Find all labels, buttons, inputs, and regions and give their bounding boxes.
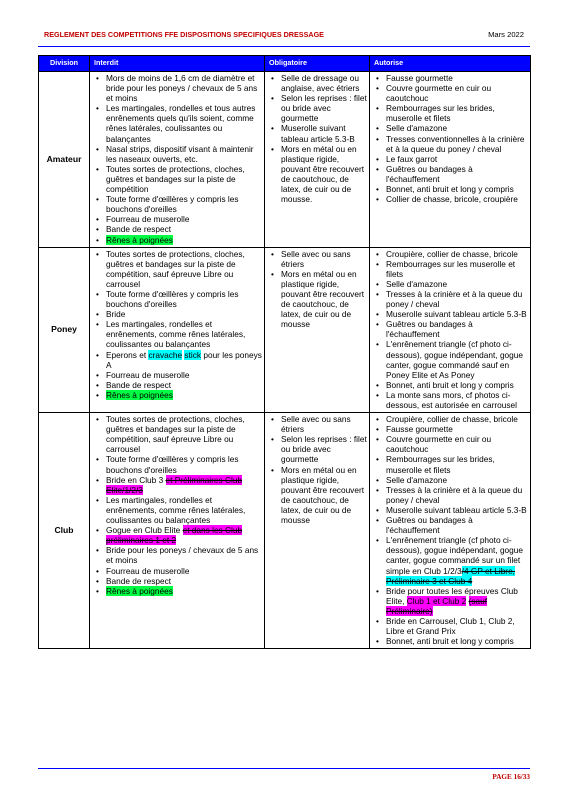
item-text: Bonnet, anti bruit et long y compris — [386, 184, 514, 195]
item-text: et Préliminaires Club Elite/1/2/3 — [106, 474, 243, 495]
col-header-division: Division — [39, 56, 90, 72]
list-item — [106, 73, 262, 103]
item-text: Bride en Club 3 — [106, 474, 166, 485]
item-text: Croupière, collier de chasse, bricole — [386, 248, 518, 259]
list-item — [281, 73, 367, 93]
item-text: Selon les reprises : filet ou bride avec gourmette — [281, 93, 367, 124]
autorise-list — [372, 249, 528, 411]
item-text: Selle de dressage ou anglaise, avec étriers — [281, 73, 360, 94]
list-item — [386, 636, 528, 646]
list-item — [106, 414, 262, 454]
item-text: (sauf Préliminaire) — [386, 595, 488, 616]
list-item — [281, 414, 367, 434]
list-item — [106, 194, 262, 214]
item-text: Rênes à poignées — [106, 585, 173, 596]
interdit-cell — [90, 413, 265, 649]
item-text: L'enrênement triangle (cf photo ci-dessous), gogue indépendant, gogue canter, gogue commandé sauf en Poney Elite et As Poney — [386, 339, 524, 380]
item-text: L'enrênement triangle (cf photo ci-dessous), gogue indépendant, gogue canter, gogue commandé sur un filet simple en Club 1/2/3 — [386, 535, 524, 576]
item-text: Muserolle suivant tableau article 5.3-B — [386, 504, 527, 515]
item-text: Toute forme d'œillères y compris les bouchons d'oreilles — [106, 288, 239, 310]
obligatoire-list — [267, 249, 367, 330]
item-text: Selle avec ou sans étriers — [281, 414, 351, 435]
list-item — [386, 380, 528, 390]
item-text: Rembourrages sur les brides, muserolle et filets — [386, 454, 495, 475]
autorise-cell — [370, 72, 531, 248]
item-text: Bride pour les poneys / chevaux de 5 ans et moins — [106, 545, 259, 566]
list-item — [386, 424, 528, 434]
item-text: Guêtres ou bandages à l'échauffement — [386, 515, 473, 536]
list-item — [386, 485, 528, 505]
list-item — [106, 576, 262, 586]
item-text: Tresses conventionnelles à la crinière et à la queue du poney / cheval — [386, 133, 525, 154]
item-text: Fourreau de muserolle — [106, 369, 190, 380]
page-number: PAGE 16/33 — [492, 773, 530, 781]
list-item — [386, 339, 528, 379]
list-item — [281, 465, 367, 526]
item-text: Les martingales, rondelles et enrênements, comme rênes latérales, coulissantes ou balançantes — [106, 494, 246, 526]
list-item — [106, 586, 262, 596]
item-text: Les martingales, rondelles et tous autres enrênements quels qu'ils soient, comme rênes latérales, coulissantes ou balançantes — [106, 103, 256, 144]
autorise-cell — [370, 413, 531, 649]
item-text: Rembourrages sur les muserolle et filets — [386, 258, 516, 279]
autorise-cell — [370, 247, 531, 413]
item-text: Gogue en Club Elite — [106, 525, 183, 536]
document-title: REGLEMENT DES COMPETITIONS FFE DISPOSITIONS SPECIFIQUES DRESSAGE — [44, 30, 324, 39]
list-item — [106, 214, 262, 224]
division-name: Club — [39, 413, 90, 649]
list-item — [386, 154, 528, 164]
obligatoire-cell — [265, 72, 370, 248]
list-item — [106, 309, 262, 319]
division-name: Amateur — [39, 72, 90, 248]
list-item — [386, 535, 528, 585]
list-item — [106, 144, 262, 164]
list-item — [106, 545, 262, 565]
item-text: Rembourrages sur les brides, muserolle et filets — [386, 103, 495, 124]
item-text: Muserolle suivant tableau article 5.3-B — [281, 123, 355, 144]
list-item — [281, 123, 367, 143]
division-name: Poney — [39, 247, 90, 413]
list-item — [386, 616, 528, 636]
list-item — [106, 390, 262, 400]
list-item — [386, 103, 528, 123]
list-item — [386, 249, 528, 259]
interdit-cell — [90, 247, 265, 413]
list-item — [106, 370, 262, 380]
list-item — [386, 83, 528, 103]
list-item — [386, 475, 528, 485]
list-item — [281, 93, 367, 123]
list-item — [106, 495, 262, 525]
list-item — [106, 224, 262, 234]
interdit-list — [92, 73, 262, 245]
list-item — [106, 289, 262, 309]
list-item — [106, 103, 262, 143]
item-text: Fourreau de muserolle — [106, 565, 190, 576]
list-item — [106, 525, 262, 545]
item-text: Les martingales, rondelles et enrênements, comme rênes latérales, coulissantes ou balançantes — [106, 319, 246, 350]
interdit-cell — [90, 72, 265, 248]
item-text: Club 1 et Club 2 — [406, 595, 467, 606]
item-text: Bride — [106, 309, 126, 320]
list-item — [386, 309, 528, 319]
list-item — [106, 249, 262, 289]
item-text: Toutes sortes de protections, cloches, guêtres et bandages sur la piste de compétition, sauf épreuve Libre ou carrousel — [106, 248, 245, 289]
list-item — [106, 319, 262, 349]
item-text: Couvre gourmette en cuir ou caoutchouc — [386, 83, 492, 104]
list-item — [386, 279, 528, 289]
obligatoire-list — [267, 73, 367, 204]
item-text: Croupière, collier de chasse, bricole — [386, 414, 518, 425]
item-text: Toutes sortes de protections, cloches, guêtres et bandages sur la piste de compétition — [106, 163, 245, 195]
item-text: et dans les Club préliminaires 1 et 2 — [106, 525, 243, 546]
item-text: Bande de respect — [106, 575, 172, 586]
item-text: Muserolle suivant tableau article 5.3-B — [386, 309, 527, 320]
document-date: Mars 2022 — [488, 30, 524, 39]
col-header-interdit: Interdit — [90, 56, 265, 72]
table-header-row — [39, 56, 531, 72]
obligatoire-cell — [265, 247, 370, 413]
list-item — [386, 434, 528, 454]
item-text: Eperons et — [106, 349, 149, 360]
table-row — [39, 247, 531, 413]
list-item — [106, 380, 262, 390]
table-row — [39, 72, 531, 248]
list-item — [106, 566, 262, 576]
item-text: Toute forme d'œillères y compris les bouchons d'oreilles — [106, 194, 239, 215]
list-item — [386, 319, 528, 339]
list-item — [386, 289, 528, 309]
item-text: Rênes à poignées — [106, 234, 173, 245]
list-item — [106, 454, 262, 474]
item-text: Fourreau de muserolle — [106, 214, 190, 225]
item-text: Selon les reprises : filet ou bride avec gourmette — [281, 434, 367, 465]
item-text: Mors en métal ou en plastique rigide, pouvant être recouvert de caoutchouc, de latex, de cuir ou de mousse — [281, 464, 365, 526]
item-text: Fausse gourmette — [386, 73, 453, 83]
item-text: Selle d'amazone — [386, 278, 448, 289]
item-text: pour les poneys A — [106, 349, 262, 370]
item-text: Selle d'amazone — [386, 123, 448, 134]
obligatoire-list — [267, 414, 367, 525]
item-text: Guêtres ou bandages à l'échauffement — [386, 319, 473, 340]
list-item — [386, 73, 528, 83]
list-item — [106, 164, 262, 194]
list-item — [386, 414, 528, 424]
col-header-autorise: Autorise — [370, 56, 531, 72]
item-text: Bande de respect — [106, 379, 172, 390]
item-text: Selle avec ou sans étriers — [281, 248, 351, 269]
item-text: Bonnet, anti bruit et long y compris — [386, 379, 514, 390]
item-text: Toutes sortes de protections, cloches, guêtres et bandages sur la piste de compétition, sauf épreuve Libre ou carrousel — [106, 414, 245, 455]
autorise-list — [372, 414, 528, 646]
footer-rule — [38, 768, 530, 769]
list-item — [386, 259, 528, 279]
item-text: Mors de moins de 1,6 cm de diamètre et bride pour les poneys / chevaux de 5 ans et moins — [106, 73, 258, 104]
item-text: Collier de chasse, bricole, croupière — [386, 194, 518, 205]
item-text: /4 GP et Libre, Préliminaire 3 et Club 4 — [386, 565, 515, 586]
interdit-list — [92, 414, 262, 596]
list-item — [386, 123, 528, 133]
list-item — [386, 454, 528, 474]
item-text: Couvre gourmette en cuir ou caoutchouc — [386, 434, 492, 455]
item-text: Mors en métal ou en plastique rigide, pouvant être recouvert de caoutchouc, de latex, de cuir ou de mousse — [281, 268, 365, 330]
interdit-list — [92, 249, 262, 400]
item-text: Bonnet, anti bruit et long y compris — [386, 636, 514, 647]
item-text: Bride en Carrousel, Club 1, Club 2, Libre et Grand Prix — [386, 615, 515, 637]
list-item — [281, 144, 367, 205]
item-text: Le faux garrot — [386, 153, 438, 164]
autorise-list — [372, 73, 528, 204]
item-text: Tresses à la crinière et à la queue du poney / cheval — [386, 484, 523, 505]
item-text: stick — [184, 349, 202, 360]
list-item — [386, 586, 528, 616]
list-item — [386, 134, 528, 154]
obligatoire-cell — [265, 413, 370, 649]
item-text: La monte sans mors, cf photos ci-dessous, est autorisée en carrousel — [386, 389, 517, 410]
list-item — [281, 269, 367, 330]
item-text: Bande de respect — [106, 224, 172, 235]
page-header — [38, 30, 530, 44]
list-item — [281, 434, 367, 464]
item-text: Fausse gourmette — [386, 424, 453, 435]
item-text: Toute forme d'œillères y compris les bouchons d'oreilles — [106, 454, 239, 475]
item-text: Mors en métal ou en plastique rigide, pouvant être recouvert de caoutchouc, de latex, de cuir ou de mousse. — [281, 143, 365, 205]
list-item — [386, 184, 528, 194]
item-text: Selle d'amazone — [386, 474, 448, 485]
list-item — [386, 515, 528, 535]
table-row — [39, 413, 531, 649]
col-header-obligatoire: Obligatoire — [265, 56, 370, 72]
item-text: Guêtres ou bandages à l'échauffement — [386, 163, 473, 184]
list-item — [106, 475, 262, 495]
equipment-rules-table — [38, 55, 531, 649]
list-item — [386, 164, 528, 184]
item-text: Bride pour toutes les épreuves Club Elite, — [386, 585, 518, 606]
item-text: cravache — [148, 349, 183, 360]
list-item — [386, 390, 528, 410]
item-text: Tresses à la crinière et à la queue du poney / cheval — [386, 288, 523, 310]
list-item — [106, 350, 262, 370]
list-item — [386, 505, 528, 515]
item-text: Nasal strips, dispositif visant à maintenir les naseaux ouverts, etc. — [106, 143, 254, 164]
list-item — [386, 194, 528, 204]
header-rule — [38, 46, 530, 47]
list-item — [106, 235, 262, 245]
list-item — [281, 249, 367, 269]
item-text: Rênes à poignées — [106, 389, 173, 400]
